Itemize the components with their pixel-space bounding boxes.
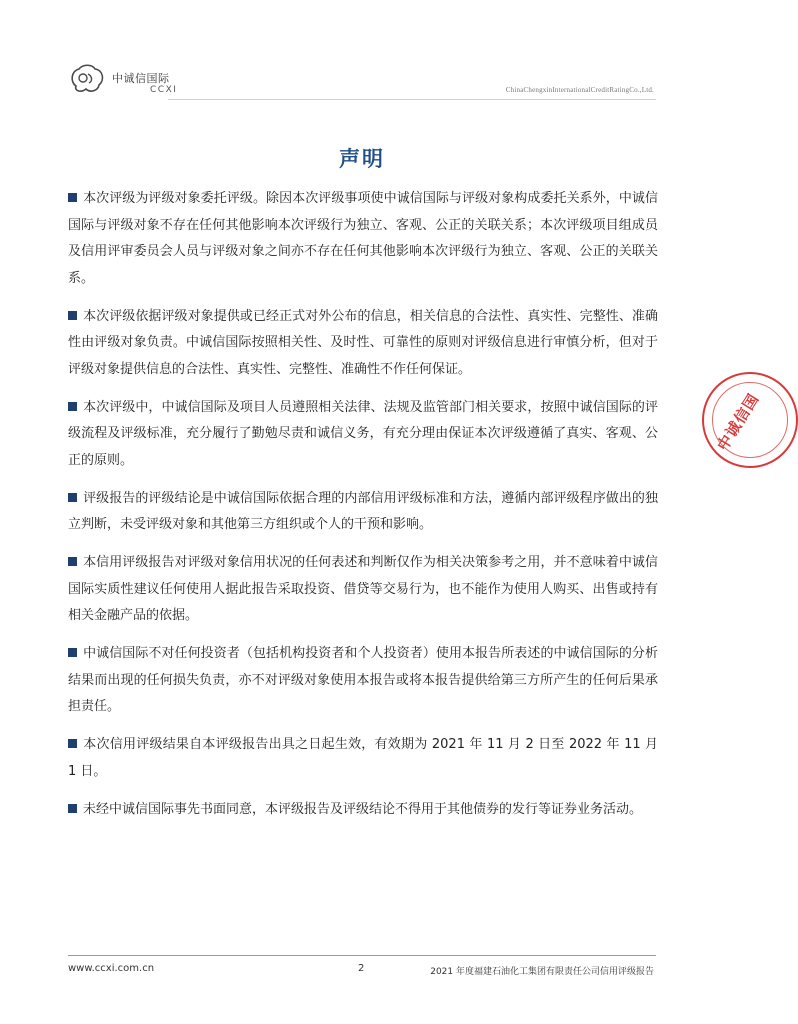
footer-divider [68,955,656,956]
paragraph-text: 本次评级为评级对象委托评级。除因本次评级事项使中诚信国际与评级对象构成委托关系外，中诚信国际与评级对象不存在任何其他影响本次评级行为独立、客观、公正的关联关系；本次评级项目组成员及信用评审委员会人员与评级对象之间亦不存在任何其他影响本次评级行为独立、客观、公正的关联关系。 [68,191,658,286]
declaration-paragraph [68,797,658,824]
square-bullet-icon [68,311,77,320]
page-header [68,60,656,100]
square-bullet-icon [68,193,77,202]
declaration-paragraph [68,486,658,539]
declaration-paragraph [68,550,658,630]
header-divider [168,99,656,100]
ccxi-logo-icon [68,62,106,96]
paragraph-text: 本次信用评级结果自本评级报告出具之日起生效，有效期为 2021 年 11 月 2 日至 2022 年 11 月 1 日。 [68,737,658,779]
declaration-paragraph [68,641,658,721]
page-title: 声明 [339,147,385,171]
seal-text: 中诚信国 [713,390,763,454]
company-english-name: ChinaChengxinInternationalCreditRatingCo.,Ltd. [505,86,654,94]
page-number: 2 [358,963,365,974]
paragraph-text: 本次评级中，中诚信国际及项目人员遵照相关法律、法规及监管部门相关要求，按照中诚信国际的评级流程及评级标准，充分履行了勤勉尽责和诚信义务，有充分理由保证本次评级遵循了真实、客观、公正的原则。 [68,399,658,468]
square-bullet-icon [68,739,77,748]
footer-report-title: 2021 年度福建石油化工集团有限责任公司信用评级报告 [430,967,654,977]
paragraph-text: 中诚信国际不对任何投资者（包括机构投资者和个人投资者）使用本报告所表述的中诚信国际的分析结果而出现的任何损失负责，亦不对评级对象使用本报告或将本报告提供给第三方所产生的任何后果承担责任。 [68,646,658,714]
declaration-paragraph [68,304,658,384]
square-bullet-icon [68,804,77,813]
paragraph-text: 本信用评级报告对评级对象信用状况的任何表述和判断仅作为相关决策参考之用，并不意味着中诚信国际实质性建议任何使用人据此报告采取投资、借贷等交易行为，也不能作为使用人购买、出售或持有相关金融产品的依据。 [68,555,658,623]
paragraph-text: 本次评级依据评级对象提供或已经正式对外公布的信息，相关信息的合法性、真实性、完整性、准确性由评级对象负责。中诚信国际按照相关性、及时性、可靠性的原则对评级信息进行审慎分析，但对于评级对象提供信息的合法性、真实性、完整性、准确性不作任何保证。 [68,308,658,377]
page-footer [68,955,656,985]
square-bullet-icon [68,493,77,502]
logo-english-name: CCXI [150,85,178,95]
declaration-body [68,186,658,835]
square-bullet-icon [68,557,77,566]
company-seal-stamp [702,372,798,468]
declaration-paragraph [68,186,658,292]
square-bullet-icon [68,402,77,411]
declaration-paragraph [68,732,658,785]
declaration-paragraph [68,395,658,475]
logo-chinese-name: 中诚信国际 [112,72,170,85]
footer-website: www.ccxi.com.cn [68,963,155,974]
paragraph-text: 评级报告的评级结论是中诚信国际依据合理的内部信用评级标准和方法，遵循内部评级程序做出的独立判断，未受评级对象和其他第三方组织或个人的干预和影响。 [68,490,658,532]
square-bullet-icon [68,648,77,657]
paragraph-text: 未经中诚信国际事先书面同意，本评级报告及评级结论不得用于其他债券的发行等证券业务活动。 [83,801,643,817]
